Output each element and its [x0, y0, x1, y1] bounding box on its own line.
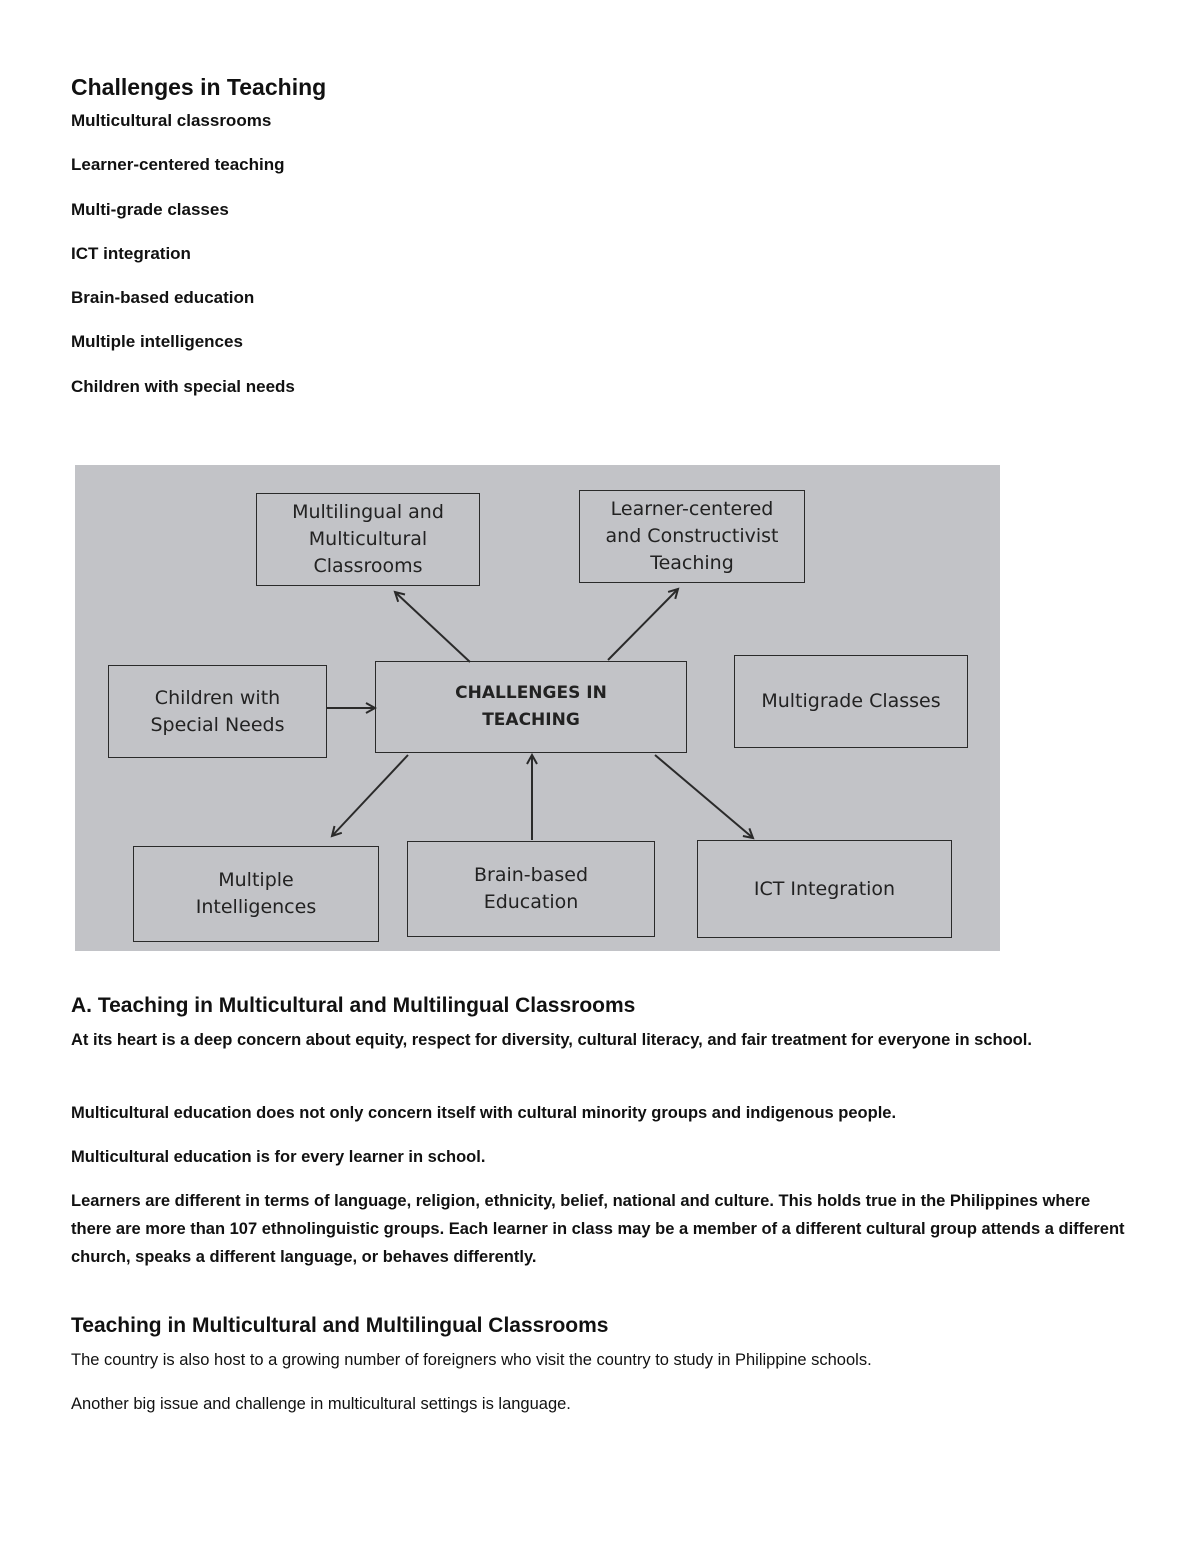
section-b-paragraph: The country is also host to a growing number of foreigners who visit the country to study in Philippine schools. [71, 1351, 872, 1369]
section-b-paragraph: Another big issue and challenge in multicultural settings is language. [71, 1395, 571, 1413]
list-item: Children with special needs [71, 376, 295, 396]
arrow-to-multiple-intelligences [332, 755, 408, 836]
challenges-diagram [75, 465, 1000, 951]
section-a-paragraph: Learners are different in terms of language, religion, ethnicity, belief, national and culture. This holds true in the Philippines where there are more than 107 ethnolinguistic groups. Each learner in class may be a member of a different cultural group attends a different church, speaks a different language, or behaves differently. [71, 1192, 1125, 1266]
box-multilingual: Multilingual and Multicultural Classrooms [256, 493, 480, 586]
page-title: Challenges in Teaching [71, 74, 327, 100]
arrow-to-multilingual [395, 592, 470, 662]
box-multigrade: Multigrade Classes [734, 655, 968, 748]
section-a-paragraph: Multicultural education is for every learner in school. [71, 1148, 486, 1166]
box-brain-based: Brain-based Education [407, 841, 655, 937]
box-special-needs: Children with Special Needs [108, 665, 327, 758]
section-a-paragraph: At its heart is a deep concern about equity, respect for diversity, cultural literacy, and fair treatment for everyone in school. [71, 1031, 1032, 1049]
list-item: Multiple intelligences [71, 332, 243, 352]
list-item: ICT integration [71, 243, 191, 263]
box-challenges-in-teaching: CHALLENGES IN TEACHING [375, 661, 687, 753]
section-a-paragraph: Multicultural education does not only concern itself with cultural minority groups and indigenous people. [71, 1104, 897, 1122]
box-learner-centered: Learner-centered and Constructivist Teaching [579, 490, 805, 583]
section-b-heading: Teaching in Multicultural and Multilingual Classrooms [71, 1314, 609, 1337]
arrow-to-learner-centered [608, 589, 678, 660]
list-item: Multicultural classrooms [71, 111, 272, 130]
topic-list [71, 109, 295, 419]
arrow-to-ict [655, 755, 753, 838]
list-item: Learner-centered teaching [71, 155, 285, 175]
list-item: Multi-grade classes [71, 199, 229, 219]
section-a-heading: A. Teaching in Multicultural and Multilingual Classrooms [71, 994, 636, 1017]
box-ict-integration: ICT Integration [697, 840, 952, 938]
box-multiple-intelligences: Multiple Intelligences [133, 846, 379, 942]
list-item: Brain-based education [71, 288, 255, 308]
